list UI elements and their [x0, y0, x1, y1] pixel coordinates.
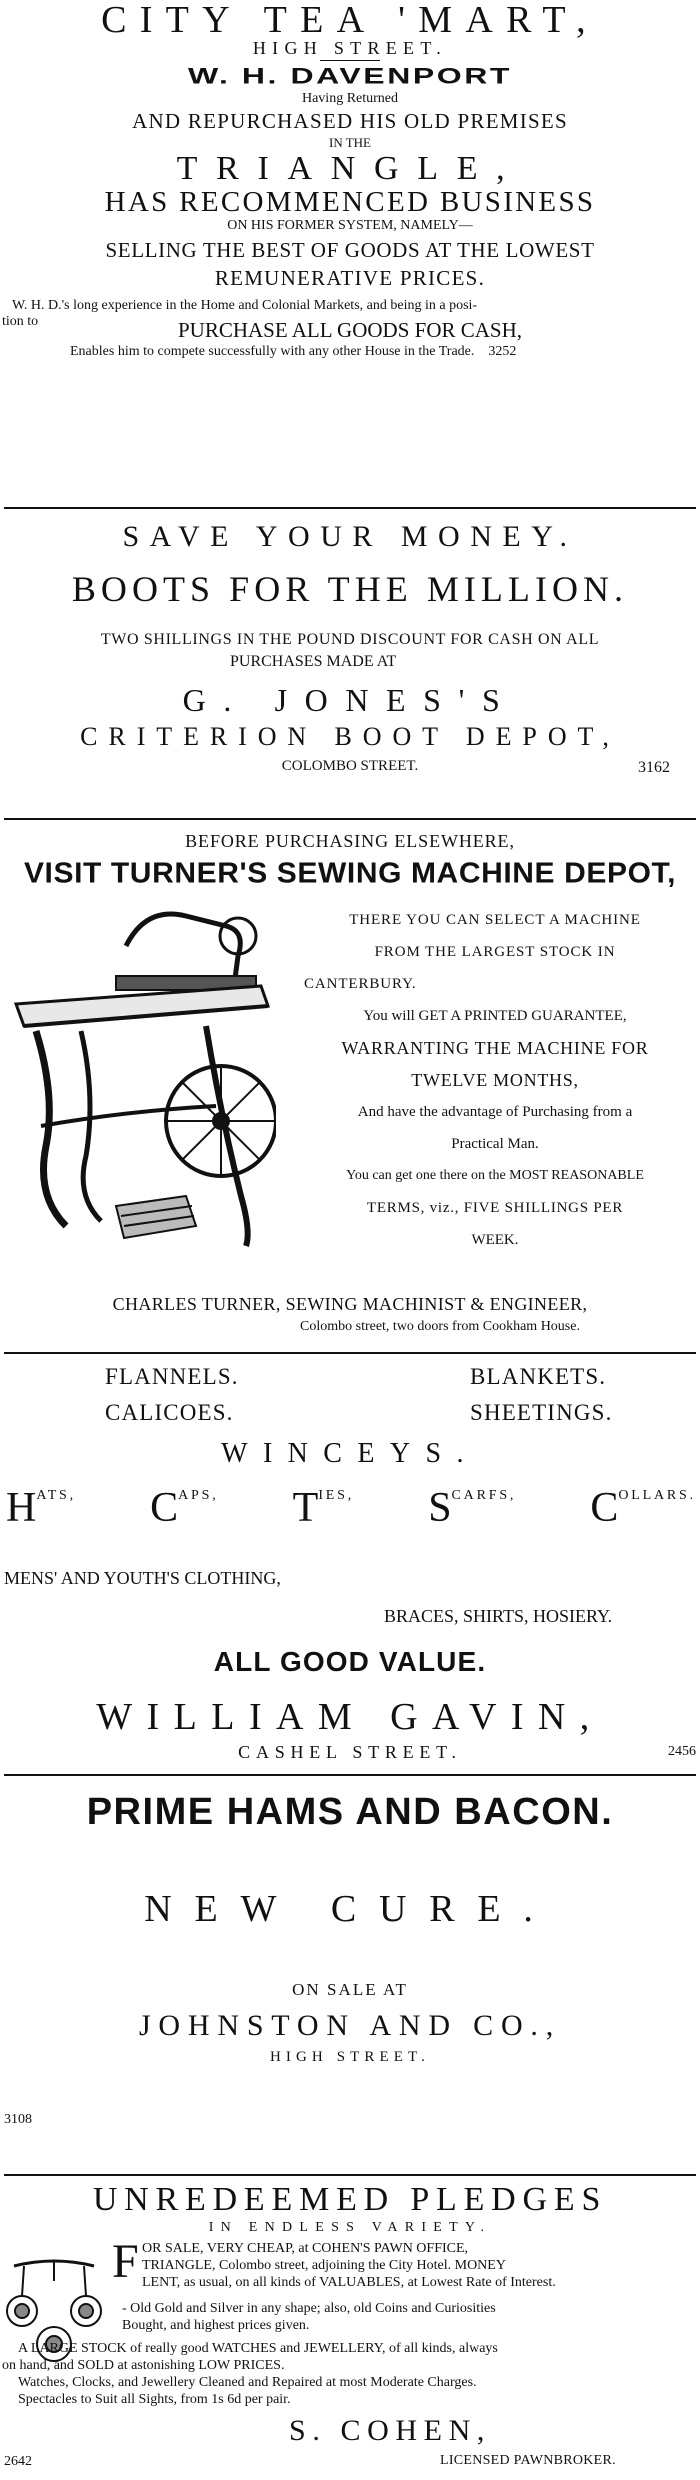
merchant-name: W. H. DAVENPORT [187, 63, 513, 89]
text-line: FROM THE LARGEST STOCK IN [374, 944, 616, 960]
text-line: S. COHEN, [289, 2414, 491, 2447]
text-line: Spectacles to Suit all Sights, from 1s 6d per pair. [18, 2392, 291, 2407]
text-line: THERE YOU CAN SELECT A MACHINE [349, 912, 641, 928]
drop-cap-initial: F [112, 2235, 139, 2288]
text-line [0, 754, 700, 778]
text-line: CANTERBURY. [304, 976, 417, 992]
text-span: C [590, 1485, 619, 1531]
text-span [590, 1484, 696, 1532]
text-line: JOHNSTON AND CO., [138, 2009, 562, 2042]
ad-subtitle: HIGH STREET. [252, 38, 448, 58]
text-line: BRACES, SHIRTS, HOSIERY. [384, 1606, 613, 1626]
text-line: Having Returned [301, 91, 399, 106]
text-line: SAVE YOUR MONEY. [122, 520, 578, 553]
text-line: A LARGE STOCK of really good WATCHES and JEWELLERY, of all kinds, always [18, 2341, 498, 2356]
text-line: ON HIS FORMER SYSTEM, NAMELY— [227, 218, 473, 233]
boot-depot-ad [0, 516, 700, 778]
drapery-ad [0, 1360, 700, 1774]
text-span [293, 1484, 354, 1532]
text-span: CARFS, [451, 1488, 517, 1503]
text-line: ON SALE AT [292, 1980, 408, 1999]
text-line: Watches, Clocks, and Jewellery Cleaned and Repaired at most Moderate Charges. [18, 2375, 477, 2390]
text-line: W. H. D.'s long experience in the Home and Colonial Markets, and being in a posi- [12, 298, 478, 313]
text-span: C [150, 1485, 179, 1531]
section-rule [4, 1774, 696, 1776]
text-line: ALL GOOD VALUE. [213, 1646, 487, 1677]
text-line: TRIANGLE, Colombo street, adjoining the City Hotel. MONEY [142, 2258, 506, 2273]
text-span: Old Gold and Silver in any shape; also, old Coins and Curiosities [130, 2301, 496, 2316]
sewing-machine-ad [0, 826, 700, 1350]
machine-description [290, 904, 700, 1256]
text-line: SELLING THE BEST OF GOODS AT THE LOWEST [105, 238, 595, 262]
ad-ref-number: 3108 [4, 2112, 32, 2127]
accessories-row [6, 1484, 696, 1532]
text-span [6, 1484, 76, 1532]
text-line: PURCHASE ALL GOODS FOR CASH, [177, 318, 523, 342]
text-line: CHARLES TURNER, SEWING MACHINIST & ENGINEER, [112, 1294, 588, 1314]
text-line: IN ENDLESS VARIETY. [208, 2220, 492, 2235]
text-line: G. JONES'S [182, 682, 518, 718]
ad-ref-number: 3252 [488, 344, 517, 359]
text-line: IN THE [328, 135, 371, 150]
text-line: tion to [2, 314, 39, 329]
text-span: Enables him to compete successfully with any other House in the Trade. [70, 344, 475, 359]
text-line: FLANNELS. [105, 1364, 239, 1389]
text-line: TWELVE MONTHS, [411, 1070, 579, 1090]
section-rule [4, 818, 696, 820]
text-line: on hand, and SOLD at astonishing LOW PRICES. [2, 2358, 285, 2373]
text-line: PURCHASES MADE AT [230, 653, 397, 670]
text-line: SHEETINGS. [470, 1400, 613, 1425]
text-line: PRIME HAMS AND BACON. [86, 1791, 614, 1833]
text-span: APS, [178, 1488, 219, 1503]
text-line: REMUNERATIVE PRICES. [214, 266, 486, 290]
text-span: ATS, [36, 1488, 76, 1503]
text-line: - Old Gold and Silver in any shape; also, old Coins and Curiosities [122, 2301, 496, 2316]
text-span: IES, [318, 1488, 355, 1503]
sewing-machine-illustration [6, 896, 276, 1251]
ad-ref-number: 2456 [668, 1744, 696, 1759]
text-line: CASHEL STREET. [238, 1742, 462, 1762]
text-line: You can get one there on the MOST REASONABLE [346, 1168, 644, 1183]
text-line: HAS RECOMMENCED BUSINESS [104, 186, 596, 218]
section-rule [4, 507, 696, 509]
text-span [150, 1484, 218, 1532]
text-line: OR SALE, VERY CHEAP, at COHEN'S PAWN OFFICE, [142, 2241, 469, 2256]
ad-ref-number: 2642 [4, 2454, 32, 2469]
text-line: WINCEYS. [221, 1438, 479, 1469]
text-line [0, 341, 700, 363]
text-line: Bought, and highest prices given. [122, 2318, 310, 2333]
text-line: LENT, as usual, on all kinds of VALUABLES, at Lowest Rate of Interest. [142, 2275, 556, 2290]
ad-title: CITY TEA 'MART, [101, 0, 599, 41]
text-line: NEW CURE. [144, 1888, 556, 1930]
ad-ref-number: 3162 [638, 759, 670, 776]
text-line: BLANKETS. [470, 1364, 607, 1389]
text-line: Colombo street, two doors from Cookham House. [300, 1319, 580, 1334]
text-line: MENS' AND YOUTH'S CLOTHING, [4, 1568, 281, 1588]
hams-bacon-ad [0, 1782, 700, 2174]
divider [320, 60, 380, 61]
text-span: T [292, 1485, 319, 1531]
text-span [428, 1484, 516, 1532]
pawn-office-text [142, 2240, 698, 2291]
text-span: S [428, 1485, 452, 1531]
text-line: TWO SHILLINGS IN THE POUND DISCOUNT FOR CASH ON ALL [100, 631, 600, 648]
text-line: TERMS, viz., FIVE SHILLINGS PER [366, 1200, 624, 1216]
pawnbroker-ad [0, 2180, 700, 2480]
text-line: BEFORE PURCHASING ELSEWHERE, [185, 831, 515, 851]
text-span: OLLARS. [618, 1488, 696, 1503]
text-line: UNREDEEMED PLEDGES [92, 2181, 608, 2218]
text-line: VISIT TURNER'S SEWING MACHINE DEPOT, [23, 857, 677, 890]
text-line: And have the advantage of Purchasing from a [357, 1104, 633, 1120]
section-rule [4, 2174, 696, 2176]
text-span: COLOMBO STREET. [281, 758, 419, 774]
text-line: WARRANTING THE MACHINE FOR [341, 1038, 649, 1058]
text-line: AND REPURCHASED HIS OLD PREMISES [132, 109, 568, 133]
text-line: Practical Man. [451, 1136, 539, 1152]
section-rule [4, 1352, 696, 1354]
text-line: You will GET A PRINTED GUARANTEE, [363, 1008, 627, 1024]
text-line: WEEK. [471, 1232, 519, 1248]
text-line: LICENSED PAWNBROKER. [440, 2453, 616, 2468]
text-span: H [6, 1485, 37, 1531]
text-line: TRIANGLE, [176, 150, 524, 187]
text-line: BOOTS FOR THE MILLION. [71, 569, 629, 609]
text-line: HIGH STREET. [269, 2049, 431, 2065]
text-line: CALICOES. [105, 1400, 234, 1425]
text-line: WILLIAM GAVIN, [96, 1696, 604, 1738]
city-tea-mart-ad [0, 0, 700, 363]
text-line: CRITERION BOOT DEPOT, [80, 722, 620, 751]
